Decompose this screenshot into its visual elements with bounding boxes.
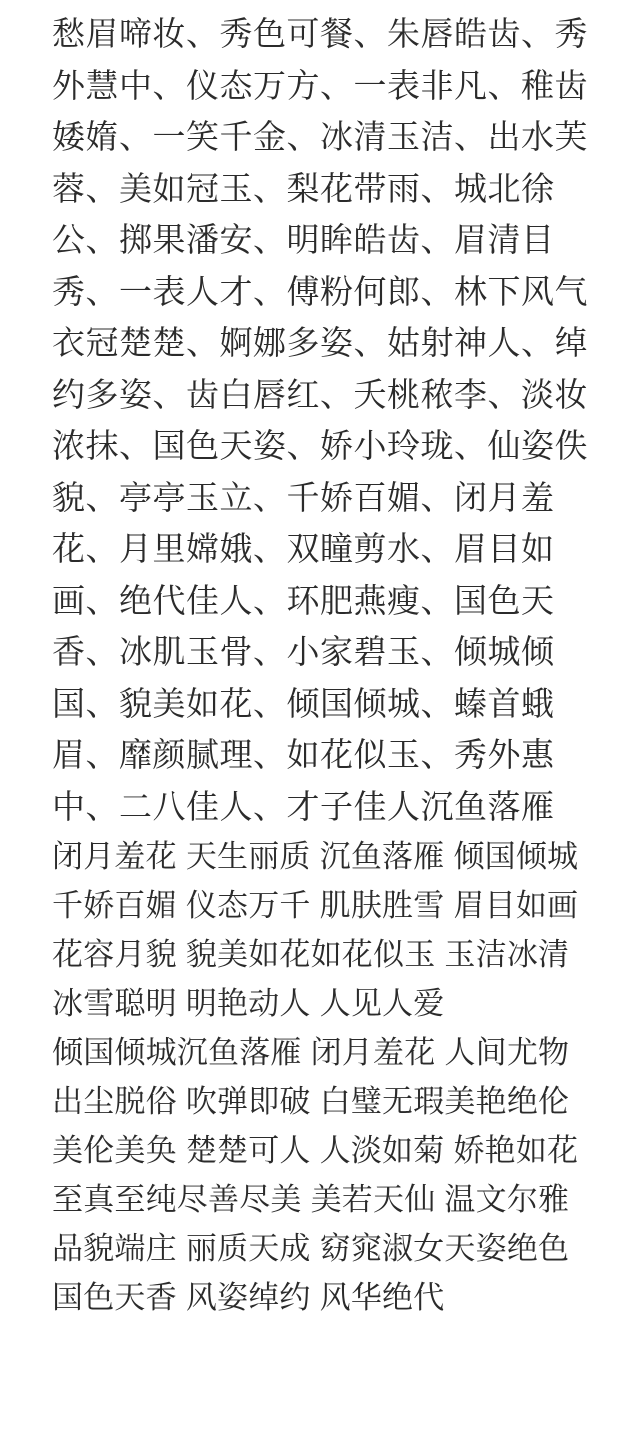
idiom-item: 楚楚可人 <box>185 1133 311 1168</box>
idiom-item: 明艳动人 <box>185 986 311 1021</box>
idiom-item: 风姿绰约 <box>185 1280 311 1315</box>
idiom-item: 花容月貌 <box>52 937 177 972</box>
idiom-item: 玉洁冰清 <box>444 937 570 972</box>
idiom-item: 眉目如画 <box>453 888 579 923</box>
idiom-separator <box>177 1126 186 1175</box>
idiom-separator <box>311 881 320 930</box>
idiom-item: 风华绝代 <box>319 1280 445 1315</box>
idiom-separator <box>578 832 587 881</box>
idiom-separator <box>177 979 186 1028</box>
idiom-item: 人见人爱 <box>319 986 445 1021</box>
idiom-item: 千娇百媚 <box>52 888 177 923</box>
idiom-separator <box>569 1028 578 1077</box>
idiom-separator <box>569 1224 578 1273</box>
idiom-item: 美伦美奂 <box>52 1133 177 1168</box>
idiom-separator <box>177 930 186 979</box>
idiom-item: 国色天香 <box>52 1280 177 1315</box>
idiom-item: 白璧无瑕美艳绝伦 <box>319 1084 570 1119</box>
idiom-separator <box>177 1224 186 1273</box>
idiom-separator <box>177 832 186 881</box>
idiom-item: 貌美如花如花似玉 <box>185 937 436 972</box>
idiom-item: 肌肤胜雪 <box>319 888 445 923</box>
idiom-separator <box>177 1077 186 1126</box>
idiom-item: 仪态万千 <box>185 888 311 923</box>
idiom-item: 人间尤物 <box>444 1035 570 1070</box>
idiom-separator <box>177 881 186 930</box>
idiom-separator <box>578 881 587 930</box>
idiom-item: 温文尔雅 <box>444 1182 570 1217</box>
idiom-separator <box>311 1077 320 1126</box>
idiom-item: 出尘脱俗 <box>52 1084 177 1119</box>
idiom-separator <box>578 1126 587 1175</box>
idiom-separator <box>311 979 320 1028</box>
idiom-item: 人淡如菊 <box>319 1133 445 1168</box>
idiom-item: 倾国倾城沉鱼落雁 <box>52 1035 302 1070</box>
idiom-item: 天生丽质 <box>185 839 311 874</box>
idiom-item: 吹弹即破 <box>185 1084 311 1119</box>
idiom-separator <box>311 1126 320 1175</box>
idiom-separator <box>569 930 578 979</box>
idiom-item: 品貌端庄 <box>52 1231 177 1266</box>
idiom-item: 闭月羞花 <box>310 1035 436 1070</box>
idiom-item: 至真至纯尽善尽美 <box>52 1182 302 1217</box>
idiom-separator <box>311 1273 320 1322</box>
idiom-separator <box>444 979 453 1028</box>
idiom-item: 美若天仙 <box>310 1182 436 1217</box>
idiom-list-comma-separated: 愁眉啼妆、秀色可餐、朱唇皓齿、秀外慧中、仪态万方、一表非凡、稚齿婑媠、一笑千金、冰清玉洁、出水芙蓉、美如冠玉、梨花带雨、城北徐公、掷果潘安、明眸皓齿、眉清目秀、一表人才、傅粉何郎、林下风气衣冠楚楚、婀娜多姿、姑射神人、绰约多姿、齿白唇红、夭桃秾李、淡妆浓抹、国色天姿、娇小玲珑、仙姿佚貌、亭亭玉立、千娇百媚、闭月羞花、月里嫦娥、双瞳剪水、眉目如画、绝代佳人、环肥燕瘦、国色天香、冰肌玉骨、小家碧玉、倾城倾国、貌美如花、倾国倾城、螓首蛾眉、靡颜腻理、如花似玉、秀外惠中、二八佳人、才子佳人沉鱼落雁 <box>52 15 588 825</box>
idiom-separator <box>302 1028 311 1077</box>
idiom-item: 丽质天成 <box>185 1231 311 1266</box>
idiom-item: 冰雪聪明 <box>52 986 177 1021</box>
idiom-item: 娇艳如花 <box>453 1133 579 1168</box>
idiom-item: 闭月羞花 <box>52 839 177 874</box>
idiom-item: 窈窕淑女天姿绝色 <box>319 1231 570 1266</box>
idiom-item: 倾国倾城 <box>453 839 579 874</box>
idiom-separator <box>311 1224 320 1273</box>
idiom-list-space-separated <box>52 832 618 1322</box>
idiom-item: 沉鱼落雁 <box>319 839 445 874</box>
idiom-separator <box>302 1175 311 1224</box>
idiom-separator <box>177 1273 186 1322</box>
idiom-separator <box>569 1077 578 1126</box>
idiom-separator <box>569 1175 578 1224</box>
idiom-separator <box>311 832 320 881</box>
